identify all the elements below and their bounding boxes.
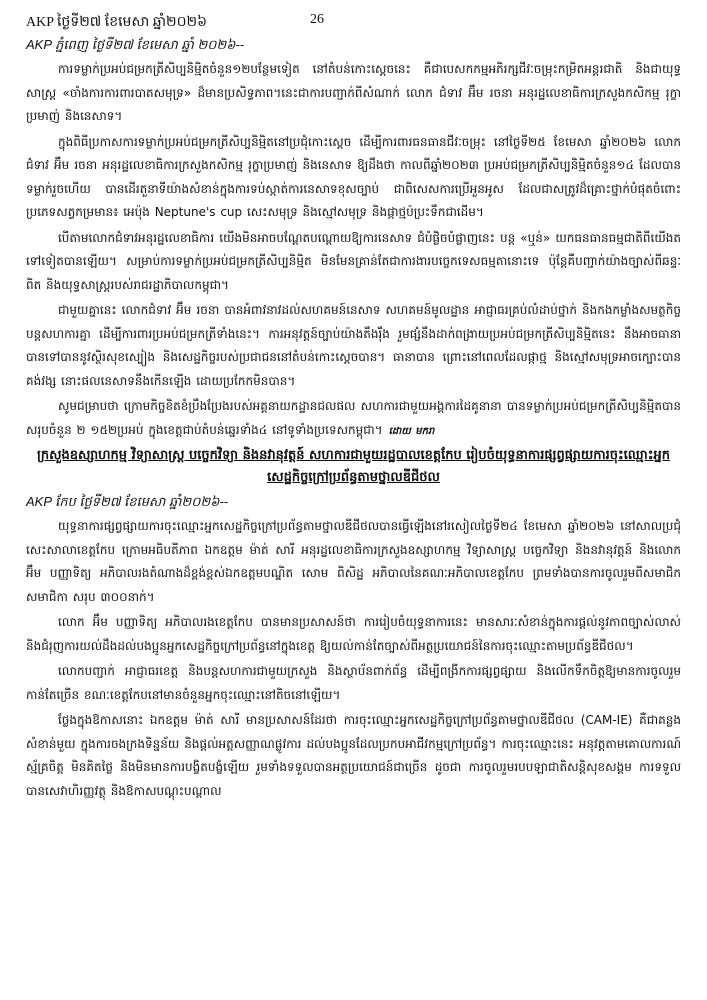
header-agency-date: AKP ថ្ងៃទី២៧ ខែមេសា ឆ្នាំ២០២៦	[26, 15, 208, 30]
story2-dateline: AKP កែប ថ្ងៃទី២៧ ខែមេសា ឆ្នាំ២០២៦--	[26, 494, 229, 509]
story1-paragraph: បើតាមលោកជំទាវអនុរដ្ឋលេខាធិការ យើងមិនអាចបណ្ដែតបណ្ដោយឱ្យការនេសាទ ជំបំផ្លិចបំផ្លាញនេះ បន្ត «ឬន់» យកធនធានធម្មជាតិពីយើងតទៅទៀតបានឡើយ។ សម្រាប់ការទម្លាក់ប្រអប់ជម្រកត្រីសិប្បនិម្មិត មិនមែនគ្រាន់តែជាការងារបច្ចេកទេសធម្មតានោះទេ ប៉ុន្តែគឺបញ្ជាក់យ៉ាងច្បាស់ពីឆន្ទៈពិត និងយុទ្ធសាស្ត្ររបស់រាជរដ្ឋាភិបាលកម្ពុជា។	[26, 230, 681, 292]
story1-last-paragraph-text: សូមជម្រាបថា ក្រោមកិច្ចខិតខំប្រឹងប្រែងរបស់អគ្គនាយកដ្ឋានជលផល សហការជាមួយអង្គការដៃគូនានា បានទម្លាក់ប្រអប់ជម្រកត្រីសិប្បនិម្មិតបានសរុបចំនួន ២ ១៥២ប្រអប់ ក្នុងខេត្តជាប់តំបន់ឆ្នេរទាំង៤ នៅទូទាំងប្រទេសកម្ពុជា។	[26, 399, 681, 437]
story1-byline: ដោយ មករា	[388, 425, 435, 437]
article-body	[26, 34, 681, 803]
story2-paragraph: យុទ្ធនាការផ្សព្វផ្សាយការចុះឈ្មោះអ្នកសេដ្ឋកិច្ចក្រៅប្រព័ន្ធតាមថ្នាលឌីជីថលបានធ្វើឡើងនៅរសៀលថ្ងៃទី២៤ ខែមេសា ឆ្នាំ២០២៦ នៅសាលប្រជុំសេះសាលាខេត្តកែប ក្រោមអធិបតីភាព ឯកឧត្ដម ម៉ាត់ សារី អនុរដ្ឋលេខាធិការក្រសួងឧស្សាហកម្ម វិទ្យាសាស្ត្រ បច្ចេកវិទ្យា និងនវានុវត្តន៍ និងលោក អ៊ឹម បញ្ញាទិត្យ អភិបាលរងតំណាងដ៏ខ្ពង់ខ្ពស់ឯកឧត្ដមបណ្ឌិត សោម ពិសិដ្ឋ អភិបាលនៃគណៈអភិបាលខេត្តកែប ព្រមទាំងបានការចូលរួមពីសមាជិក សមាជិកា សរុប ៣០០នាក់។	[26, 519, 681, 604]
story1-paragraph: ក្នុងពិធីប្រកាសការទម្លាក់ប្រអប់ជម្រកត្រីសិប្បនិម្មិតនៅប្រជុំកោះស្ដេច ដើម្បីការពារធនធានជីវៈចម្រុះ នៅថ្ងៃទី២៥ ខែមេសា ឆ្នាំ២០២៦ លោកជំទាវ អ៊ឹម រចនា អនុរដ្ឋលេខាធិការក្រសួងកសិកម្ម រុក្ខាប្រមាញ់ និងនេសាទ ឱ្យដឹងថា កាលពីឆ្នាំ២០២៣ ប្រអប់ជម្រកត្រីសិប្បនិម្មិតចំនួន១៤ ដែលបានទម្លាក់រួចហើយ បានដើរតួនាទីយ៉ាងសំខាន់ក្នុងការទប់ស្កាត់ការនេសាទខុសច្បាប់ ជាពិសេសការប្រើអួនអូស ដែលជាសត្រូវដ៏គ្រោះថ្នាក់បំផុតចំពោះប្រភេទសត្វកម្រមាន៖ អេប៉ុង Neptune's cup សេះសមុទ្រ និងស្មៅសមុទ្រ និងផ្កាថ្មប៉ប្រះទឹកជាដើម។	[26, 134, 681, 219]
story1-dateline: AKP ភ្នំពេញ ថ្ងៃទី២៧ ខែមេសា ឆ្នាំ ២០២៦--	[26, 37, 245, 52]
page-number: 26	[310, 12, 324, 27]
story2-paragraph: លោកបញ្ជាក់ អាជ្ញាធរខេត្ត និងបន្តសហការជាមួយក្រសួង និងស្ថាប័នពាក់ព័ន្ធ ដើម្បីពង្រីកការផ្សព្វផ្សាយ និងលើកទឹកចិត្តឱ្យមានការចូលរួមកាន់តែច្រើន ខណៈខេត្តកែបនៅមានចំនួនអ្នកចុះឈ្មោះនៅតិចនៅឡើយ។	[26, 664, 681, 702]
page-header	[26, 10, 681, 32]
story1-paragraph: ការទម្លាក់ប្រអប់ជម្រកត្រីសិប្បនិម្មិតចំនួន១២បន្ថែមទៀត នៅតំបន់កោះស្ដេចនេះ គឺជាបេសកកម្មអភិរក្សជីវៈចម្រុះកម្រិតអន្តរជាតិ និងជាយុទ្ធសាស្ត្រ «ចាំងការការពារបាតសមុទ្រ» ដ៏មានប្រសិទ្ធភាព។នេះជាការបញ្ជាក់ពីសំណាក់ លោក ជំទាវ អ៊ឹម រចនា អនុរដ្ឋលេខាធិការក្រសួងកសិកម្ម រុក្ខាប្រមាញ់ និងនេសាទ។	[26, 62, 681, 123]
story2-paragraph: ថ្លែងក្នុងឱកាសនោះ ឯកឧត្ដម ម៉ាត់ សារី មានប្រសាសន៍ដែរថា ការចុះឈ្មោះអ្នកសេដ្ឋកិច្ចក្រៅប្រព័ន្ធតាមថ្នាលឌីជីថល (CAM-IE) គឺជាគន្លងសំខាន់មួយ ក្នុងការចងក្រងទិន្នន័យ និងផ្តល់អត្តសញ្ញាណផ្លូវការ ដល់បងប្អូនដែលប្រកបអាជីវកម្មក្រៅប្រព័ន្ធ។ ការចុះឈ្មោះនេះ អនុវត្តតាមគោលការណ៍ស្ម័គ្រចិត្ត មិនគិតថ្លៃ និងមិនមានការបង្ខិតបង្ខំឡើយ រួមទាំងទទួលបានអត្ថប្រយោជន៍ជាច្រើន ដូចជា ការចូលរួមរបបឡាជាតិសន្តិសុខសង្គម ការទទួលបានសេវាហិរញ្ញវត្ថុ និងឱកាសបណ្ដុះបណ្ដាល	[26, 713, 681, 798]
story1-paragraph: ជាមួយគ្នានេះ លោកជំទាវ អ៊ឹម រចនា បានអំពាវនាវដល់សហគមន៍នេសាទ សហគមន៍មូលដ្ឋាន អាជ្ញាធរគ្រប់លំដាប់ថ្នាក់ និងកងកម្លាំងសមត្ថកិច្ច បន្តសហការគ្នា ដើម្បីការពារប្រអប់ជម្រកត្រីទាំងនេះ។ ការអនុវត្តន៍ច្បាប់យ៉ាងតឹងរ៉ឹង រួមផ្សំនឹងដាក់ពង្រាយប្រអប់ជម្រកត្រីសិប្បនិម្មិតនេះ នឹងអាចធានាបានទៅបាននូវស្ថិរសុខស្បៀង និងសេដ្ឋកិច្ចរបស់ប្រជាជននៅតំបន់កោះស្ដេចបាន។ ធានាបាន ព្រោះនៅពេលដែលផ្កាថ្ម និងស្មៅសមុទ្រអាចក្បោះបានគង់វង្ស នោះផលនេសាទនឹងកើនឡើង ដោយប្រកែកមិនបាន។	[26, 303, 681, 388]
story2-paragraph: លោក អ៊ឹម បញ្ញាទិត្យ អភិបាលរងខេត្តកែប បានមានប្រសាសន៍ថា ការរៀបចំយុទ្ធនាការនេះ មានសារៈសំខាន់ក្នុងការផ្តល់នូវភាពច្បាស់លាស់ និងជំរុញការយល់ដឹងដល់បងប្អូនអ្នកសេដ្ឋកិច្ចក្រៅប្រព័ន្ធនៅក្នុងខេត្ត ឱ្យយល់កាន់តែច្បាស់ពីអត្ថប្រយោជន៍នៃការចុះឈ្មោះតាមប្រព័ន្ធឌីជីថល។	[26, 615, 681, 653]
story1-paragraph	[26, 395, 681, 443]
story2-headline: ក្រសួងឧស្សាហកម្ម វិទ្យាសាស្ត្រ បច្ចេកវិទ្យា និងនវានុវត្តន៍ សហការជាមួយរដ្ឋបាលខេត្តកែប រៀបចំយុទ្ធនាការផ្សព្វផ្សាយការចុះឈ្មោះអ្នកសេដ្ឋកិច្ចក្រៅប្រព័ន្ធតាមថ្នាលឌីជីថល	[36, 448, 671, 485]
